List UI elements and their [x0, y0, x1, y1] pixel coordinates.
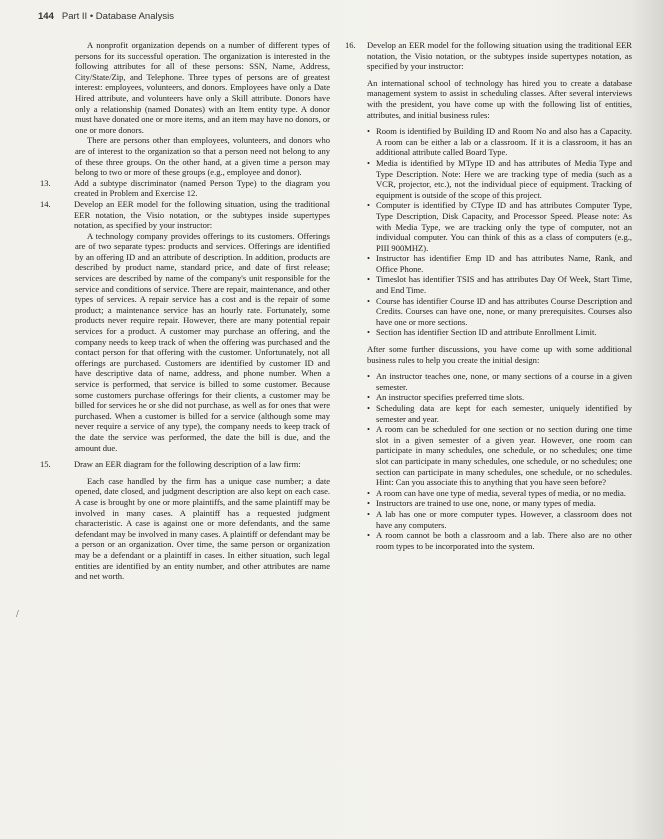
rule-item: • An instructor teaches one, none, or many sections of a course in a given semester.	[367, 371, 632, 392]
rule-item: • A lab has one or more computer types. However, a classroom does not have any computers.	[367, 509, 632, 530]
rule-item: • Room is identified by Building ID and Room No and also has a Capacity. A room can be either a lab or a classroom. If it is a classroom, it has an additional attribute called Board Type.	[367, 126, 632, 158]
rule-item: • A room cannot be both a classroom and a lab. There also are no other room types to be incorporated into the system.	[367, 530, 632, 551]
intro-paragraph-1: A nonprofit organization depends on a number of different types of persons for its successful operation. The organization is interested in the following attributes for all of these persons: SSN, Name, Address, City/State/Zip, and Telephone. Three types of persons are of greatest interest: employees, volunteers, and donors. Employees have only a Date Hired attribute, and volunteers have only a Skill attribute. Donors have only a relationship (named Donates) with an Item entity type. A donor must have donated one or more items, and an item may have no donors, or one or more donors.	[75, 40, 330, 135]
business-rules-list-2	[367, 371, 632, 551]
exercise-14-body: A technology company provides offerings to its customers. Offerings are of two separate types: products and services. Offerings are identified by an offering ID and an attribute of description. In addition, products are described by product name, standard price, and date of first release; services are described by name of the company's unit responsible for the service and conditions of service. There are repair, maintenance, and other types of services. A repair service has a cost and is the repair of some product; a maintenance service has an hourly rate. Fortunately, some products never require repair. However, there are many potential repair services for a product. A customer may purchase an offering, and the company needs to keep track of when the offering was purchased and the contact person for that offering with the customer. Unfortunately, not all offerings are purchased. Customers are identified by customer ID and have descriptive data of name, address, and phone number. When a service is performed, that service is billed to some customer. Because some customers purchase offerings for their clients, a customer may be billed for services he or she did not purchase, as well as for ones that were purchased. When a customer is billed for a service (although some may never require a service of any type), the company needs to keep track of the date the service was performed, the date the bill is due, and the amount due.	[75, 230, 330, 453]
rule-item: • Section has identifier Section ID and attribute Enrollment Limit.	[367, 327, 632, 338]
rule-item: • Timeslot has identifier TSIS and has attributes Day Of Week, Start Time, and End Time.	[367, 274, 632, 295]
exercise-16-text: Develop an EER model for the following situation using the traditional EER notation, the Visio notation, or the subtypes inside supertypes notation, as specified by your instructor:	[367, 40, 632, 72]
page-header	[38, 11, 174, 22]
exercise-16	[345, 40, 632, 72]
exercise-16-number: 16.	[345, 40, 356, 50]
exercise-14	[40, 199, 330, 231]
exercise-15-text: Draw an EER diagram for the following description of a law firm:	[74, 459, 301, 470]
rule-item: • A room can have one type of media, several types of media, or no media.	[367, 488, 632, 499]
right-column	[345, 40, 632, 551]
exercise-15-number: 15.	[40, 459, 51, 470]
pencil-margin-mark: /	[16, 609, 19, 620]
business-rules-list-1	[367, 126, 632, 338]
exercise-13-text: Add a subtype discriminator (named Person Type) to the diagram you created in Problem and Exercise 12.	[74, 177, 330, 199]
exercise-15-body: Each case handled by the firm has a unique case number; a date opened, date closed, and judgment description are also kept on each case. A case is brought by one or more plaintiffs, and the same plaintiff may be involved in many cases. A plaintiff has a requested judgment characteristic. A case is against one or more defendants, and the same defendant may be involved in many cases. A plaintiff or defendant may be a person or an organization. Over time, the same person or organization may be a defendant or a plaintiff in cases. In either situation, such legal entities are identified by an entity number, and other attributes are name and net worth.	[75, 475, 330, 582]
exercise-13	[40, 178, 330, 199]
rule-item: • Course has identifier Course ID and has attributes Course Description and Credits. Courses can have one, none, or many prerequisites. Courses also have one or more sections.	[367, 296, 632, 328]
rule-item: • A room can be scheduled for one section or no section during one time slot in a given semester of a given year. However, one room can participate in many schedules, one schedule, or no schedules; one time slot can participate in many schedules, one schedule, or no schedules; one section can participate in many schedules, one schedule, or no schedules. Hint: Can you associate this to anything that you have seen before?	[367, 424, 632, 488]
rule-item: • Media is identified by MType ID and has attributes of Media Type and Type Description. Note: Here we are tracking type of media (such as a VCR, projector, etc.), not the individual piece of equipment. Tracking of equipment is outside of the scope of this project.	[367, 158, 632, 200]
rule-item: • Scheduling data are kept for each semester, uniquely identified by semester and year.	[367, 403, 632, 424]
part-title: Part II • Database Analysis	[61, 11, 174, 22]
exercise-15	[40, 459, 330, 470]
further-discussion-paragraph: After some further discussions, you have come up with some additional business rules to help you create the initial design:	[367, 344, 632, 365]
exercise-14-text: Develop an EER model for the following situation, using the traditional EER notation, the Visio notation, or the subtypes inside supertypes notation, as specified by your instructor:	[74, 198, 330, 231]
rule-item: • Instructor has identifier Emp ID and has attributes Name, Rank, and Office Phone.	[367, 253, 632, 274]
exercise-13-number: 13.	[40, 177, 51, 188]
exercise-14-number: 14.	[40, 198, 51, 209]
exercise-16-intro: An international school of technology has hired you to create a database management system to assist in scheduling classes. After several interviews with the president, you have come up with the following list of entities, attributes, and initial business rules:	[367, 77, 632, 120]
rule-item: • Instructors are trained to use one, none, or many types of media.	[367, 498, 632, 509]
rule-item: • An instructor specifies preferred time slots.	[367, 392, 632, 403]
rule-item: • Computer is identified by CType ID and has attributes Computer Type, Type Description, Disk Capacity, and Processor Speed. Please note: As with Media Type, we are tracking only the type of computer, not an individual computer. You can think of this as a class of computers (e.g., PIII 900MHZ).	[367, 200, 632, 253]
intro-paragraph-2: There are persons other than employees, volunteers, and donors who are of interest to the organization so that a person need not belong to any of these three groups. On the other hand, at a given time a person may belong to two or more of these groups (e.g., employee and donor).	[75, 135, 330, 178]
left-column	[40, 40, 330, 582]
page-number: 144	[38, 11, 54, 22]
